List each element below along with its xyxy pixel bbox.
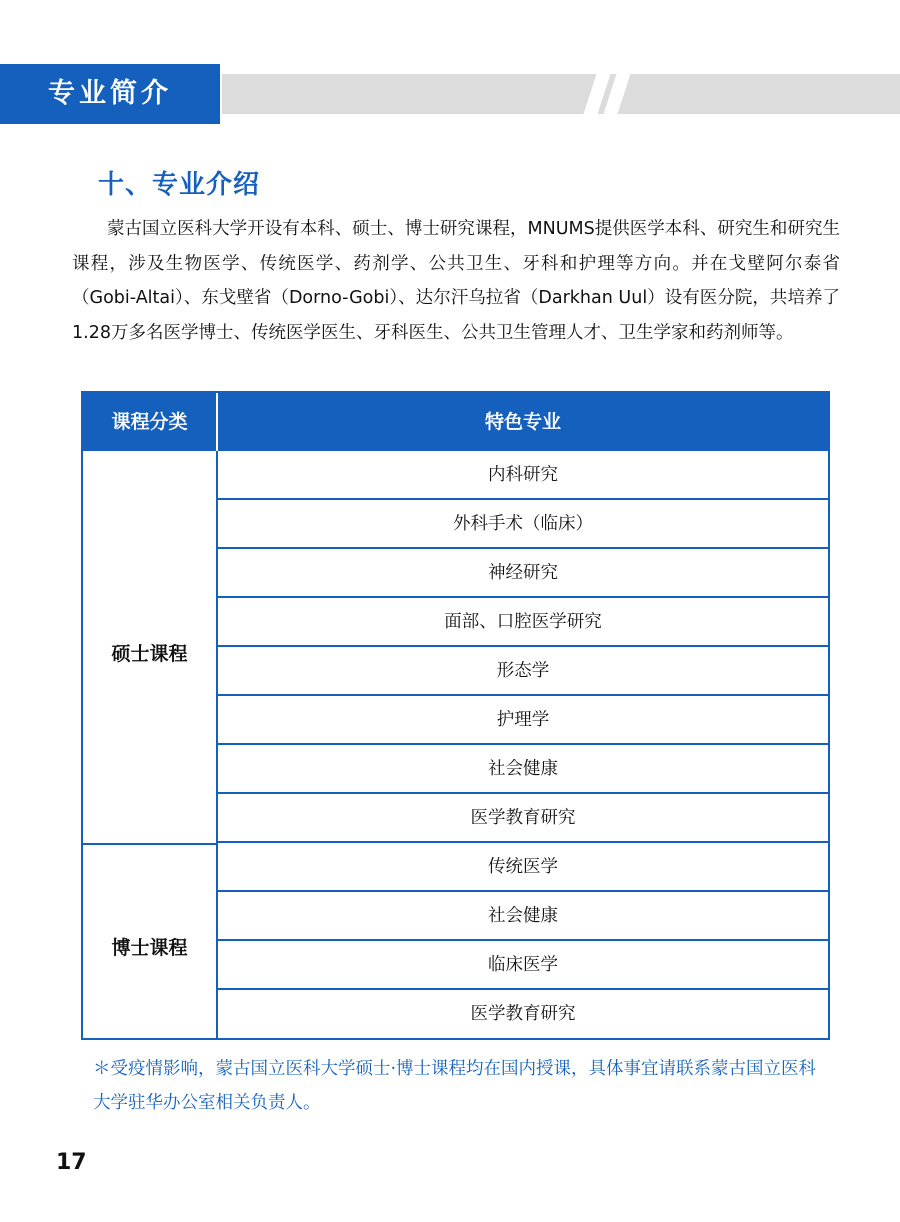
page-number: 17 xyxy=(56,1150,87,1175)
intro-paragraph: 蒙古国立医科大学开设有本科、硕士、博士研究课程，MNUMS提供医学本科、研究生和研究生课程，涉及生物医学、传统医学、药剂学、公共卫生、牙科和护理等方向。并在戈壁阿尔泰省（Gobi-Altai）、东戈壁省（Dorno-Gobi）、达尔汗乌拉省（Darkhan Uul）设有医分院，共培养了1.28万多名医学博士、传统医学医生、牙科医生、公共卫生管理人才、卫生学家和药剂师等。 xyxy=(72,219,840,343)
table-row: 社会健康 xyxy=(218,892,828,941)
header-bar xyxy=(0,64,900,124)
header-stripe xyxy=(222,74,900,114)
category-doctoral: 博士课程 xyxy=(111,937,188,959)
table-row: 社会健康 xyxy=(218,745,828,794)
header-major: 特色专业 xyxy=(484,411,561,433)
section-title: 十、专业介绍 xyxy=(98,170,261,200)
majors-table xyxy=(81,391,830,1040)
table-row: 传统医学 xyxy=(218,843,828,892)
table-row: 护理学 xyxy=(218,696,828,745)
header-category: 课程分类 xyxy=(111,411,188,433)
table-row: 医学教育研究 xyxy=(470,1004,576,1024)
table-row: 外科手术（临床） xyxy=(218,500,828,549)
category-masters: 硕士课程 xyxy=(111,643,188,665)
table-row: 形态学 xyxy=(218,647,828,696)
group-separator xyxy=(83,843,216,845)
table-row: 医学教育研究 xyxy=(218,794,828,843)
table-row: 神经研究 xyxy=(218,549,828,598)
table-row: 临床医学 xyxy=(218,941,828,990)
footnote: ＊受疫情影响，蒙古国立医科大学硕士·博士课程均在国内授课，具体事宜请联系蒙古国立医科大学驻华办公室相关负责人。 xyxy=(93,1059,817,1113)
table-row: 面部、口腔医学研究 xyxy=(218,598,828,647)
header-tab: 专业简介 xyxy=(0,64,220,124)
table-header xyxy=(83,393,828,451)
table-row: 内科研究 xyxy=(218,451,828,500)
